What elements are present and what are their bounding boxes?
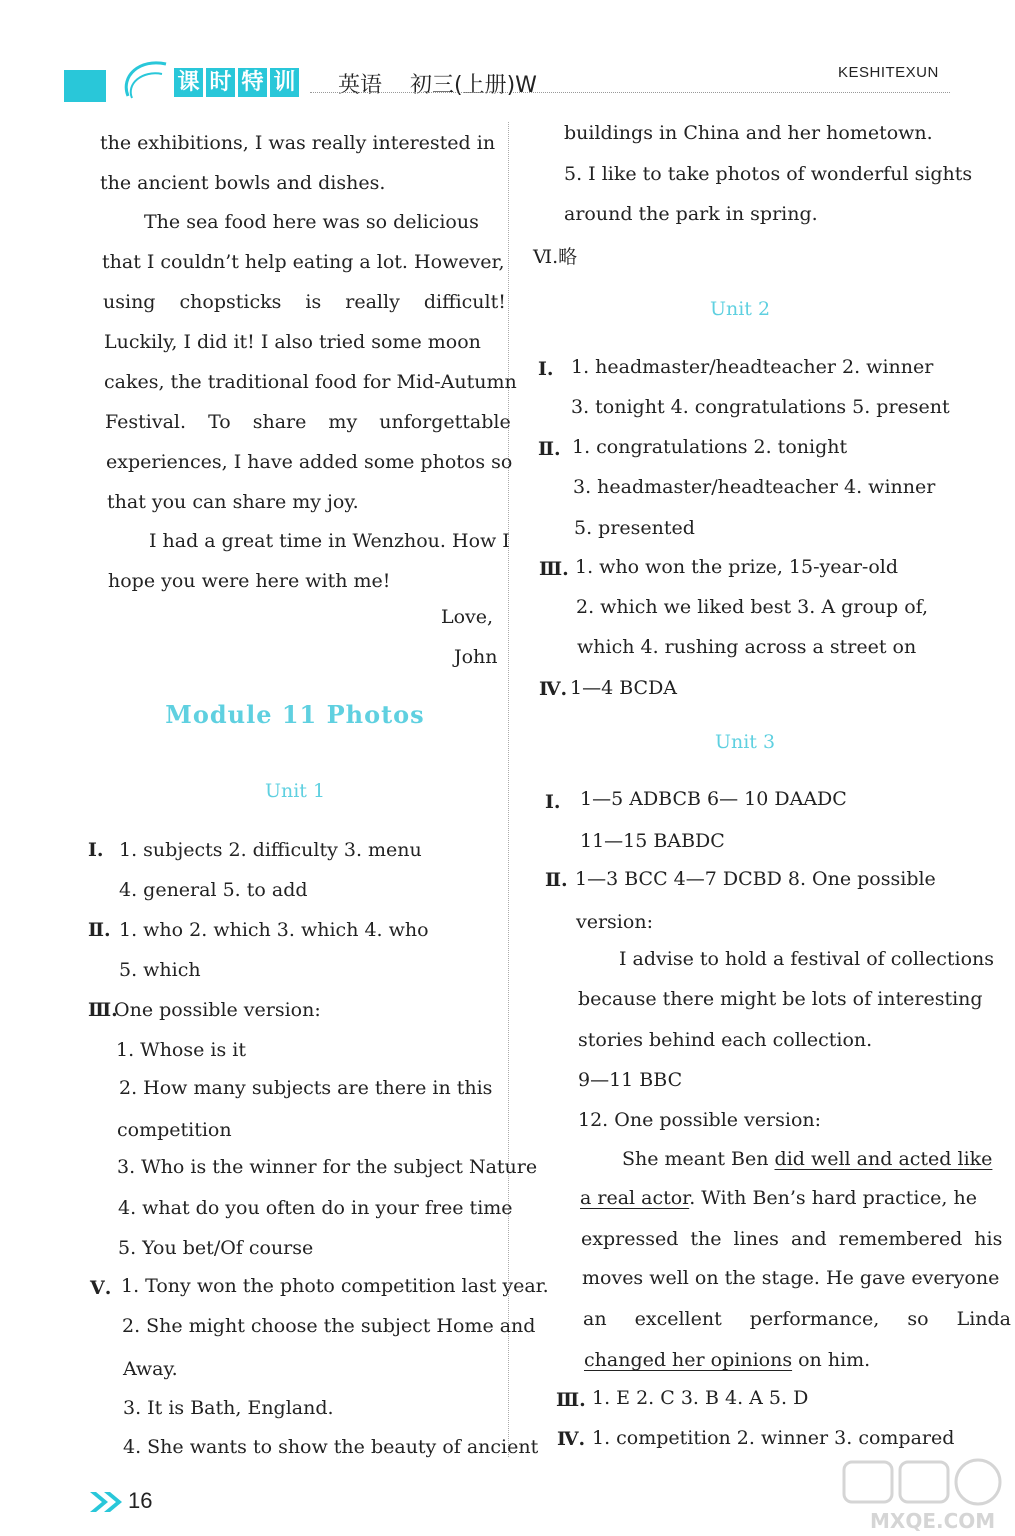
answer-line xyxy=(622,1147,992,1171)
header-brand: KESHITEXUN xyxy=(838,64,939,81)
roman-mark: Ⅲ. xyxy=(556,1389,586,1411)
roman-mark: Ⅲ. xyxy=(539,558,569,580)
answer-line: 3. tonight 4. congratulations 5. present xyxy=(571,396,950,418)
answer-line: 1—5 ADBCB 6— 10 DAADC xyxy=(580,788,847,810)
roman-mark: Ⅰ. xyxy=(545,791,561,813)
answer-line: 1—3 BCC 4—7 DCBD 8. One possible xyxy=(575,868,936,890)
logo-char-1: 课 xyxy=(174,68,203,97)
roman-mark: Ⅴ. xyxy=(90,1277,112,1299)
letter-line: Festival. To share my unforgettable xyxy=(105,411,511,433)
roman-mark: Ⅰ. xyxy=(88,839,104,861)
letter-line: hope you were here with me! xyxy=(108,570,391,592)
para-text: She meant Ben xyxy=(622,1148,775,1170)
letter-line: the ancient bowls and dishes. xyxy=(100,172,386,194)
answer-line: 3. It is Bath, England. xyxy=(123,1397,334,1419)
answer-line: 12. One possible version: xyxy=(578,1109,822,1131)
unit3-title: Unit 3 xyxy=(714,731,776,753)
answer-line: 1. subjects 2. difficulty 3. menu xyxy=(119,839,422,861)
letter-line: using chopsticks is really difficult! xyxy=(103,291,506,313)
answer-line: buildings in China and her hometown. xyxy=(564,122,933,144)
answer-line: which 4. rushing across a street on xyxy=(577,636,917,658)
answer-line: stories behind each collection. xyxy=(578,1029,873,1051)
header-subject: 英语 xyxy=(338,73,383,98)
answer-line: competition xyxy=(117,1119,232,1141)
header-grade: 初三(上册)W xyxy=(410,73,537,98)
answer-line: 5. which xyxy=(119,959,201,981)
answer-line: 11—15 BABDC xyxy=(580,830,725,852)
answer-line xyxy=(580,1186,977,1210)
answer-line: around the park in spring. xyxy=(564,203,818,225)
page-number: 16 xyxy=(128,1488,153,1513)
underlined-phrase: a real actor xyxy=(580,1187,690,1209)
answer-line: 2. which we liked best 3. A group of, xyxy=(576,596,929,618)
unit1-title: Unit 1 xyxy=(264,780,326,802)
answer-line: 1. who won the prize, 15-year-old xyxy=(575,556,899,578)
roman-mark: Ⅱ. xyxy=(538,438,561,460)
answer-line: Away. xyxy=(123,1358,178,1380)
roman-mark: Ⅳ. xyxy=(539,678,568,700)
column-divider xyxy=(508,122,509,1457)
answer-line: version: xyxy=(576,911,653,933)
unit2-title: Unit 2 xyxy=(709,298,771,320)
underlined-phrase: did well and acted like xyxy=(774,1148,993,1170)
answer-line: 3. Who is the winner for the subject Nature xyxy=(117,1156,538,1178)
answer-line: 4. general 5. to add xyxy=(119,879,308,901)
roman-mark: Ⅲ. xyxy=(88,999,118,1021)
letter-line: cakes, the traditional food for Mid-Autumn xyxy=(104,371,517,393)
roman-mark: Ⅱ. xyxy=(545,869,568,891)
double-chevron-icon xyxy=(88,1490,132,1514)
answer-line: an excellent performance, so Linda xyxy=(583,1308,1011,1330)
para-text: . With Ben’s hard practice, he xyxy=(689,1187,977,1209)
answer-line: 1. E 2. C 3. B 4. A 5. D xyxy=(592,1387,809,1409)
answer-line: I advise to hold a festival of collections xyxy=(619,948,994,970)
module-title: Module 11 Photos xyxy=(165,700,425,729)
letter-line: The sea food here was so delicious xyxy=(144,211,479,233)
answer-line xyxy=(584,1348,870,1372)
watermark-text: MXQE.COM xyxy=(870,1509,996,1533)
header-color-block xyxy=(64,70,106,102)
watermark-logo xyxy=(840,1458,1010,1536)
logo-swirl-icon xyxy=(118,56,178,104)
letter-line: Luckily, I did it! I also tried some moon xyxy=(104,331,481,353)
answer-line: 1. Tony won the photo competition last year. xyxy=(121,1275,549,1297)
answer-line: 3. headmaster/headteacher 4. winner xyxy=(573,476,936,498)
answer-line: 5. You bet/Of course xyxy=(118,1237,314,1259)
logo-char-3: 特 xyxy=(238,68,267,97)
letter-line: I had a great time in Wenzhou. How I xyxy=(149,530,510,552)
letter-line: that I couldn’t help eating a lot. However, xyxy=(102,251,505,273)
answer-line: One possible version: xyxy=(114,999,321,1021)
letter-line: experiences, I have added some photos so xyxy=(106,451,513,473)
answer-line: because there might be lots of interesting xyxy=(578,988,983,1010)
answer-line: 9—11 BBC xyxy=(578,1069,683,1091)
answer-line: 1. congratulations 2. tonight xyxy=(572,436,848,458)
roman-mark: Ⅱ. xyxy=(88,919,111,941)
roman-mark: Ⅰ. xyxy=(538,358,554,380)
answer-line: 1. Whose is it xyxy=(116,1039,246,1061)
answer-line: 2. How many subjects are there in this xyxy=(119,1077,493,1099)
letter-line: the exhibitions, I was really interested in xyxy=(100,132,496,154)
answer-line: Ⅵ.略 xyxy=(533,246,578,268)
header-dotted-line xyxy=(310,92,950,93)
answer-line: 1. competition 2. winner 3. compared xyxy=(592,1427,955,1449)
underlined-phrase: changed her opinions xyxy=(584,1349,793,1371)
answer-line: 1. headmaster/headteacher 2. winner xyxy=(571,356,934,378)
answer-line: 2. She might choose the subject Home and xyxy=(122,1315,536,1337)
answer-line: expressed the lines and remembered his xyxy=(581,1228,1003,1250)
roman-mark: Ⅳ. xyxy=(557,1428,586,1450)
letter-line: that you can share my joy. xyxy=(107,491,359,513)
letter-signature: John xyxy=(454,646,498,668)
logo-char-2: 时 xyxy=(206,68,235,97)
page-header xyxy=(0,0,1015,110)
answer-line: 1—4 BCDA xyxy=(570,677,678,699)
para-text: on him. xyxy=(792,1349,871,1371)
answer-line: 5. presented xyxy=(574,517,695,539)
answer-line: 1. who 2. which 3. which 4. who xyxy=(119,919,429,941)
letter-closing: Love, xyxy=(441,606,494,628)
answer-line: 5. I like to take photos of wonderful sights xyxy=(564,163,973,185)
answer-line: 4. what do you often do in your free time xyxy=(118,1197,513,1219)
answer-line: 4. She wants to show the beauty of ancient xyxy=(123,1436,539,1458)
answer-line: moves well on the stage. He gave everyone xyxy=(582,1267,1000,1289)
logo-char-4: 训 xyxy=(270,68,299,97)
